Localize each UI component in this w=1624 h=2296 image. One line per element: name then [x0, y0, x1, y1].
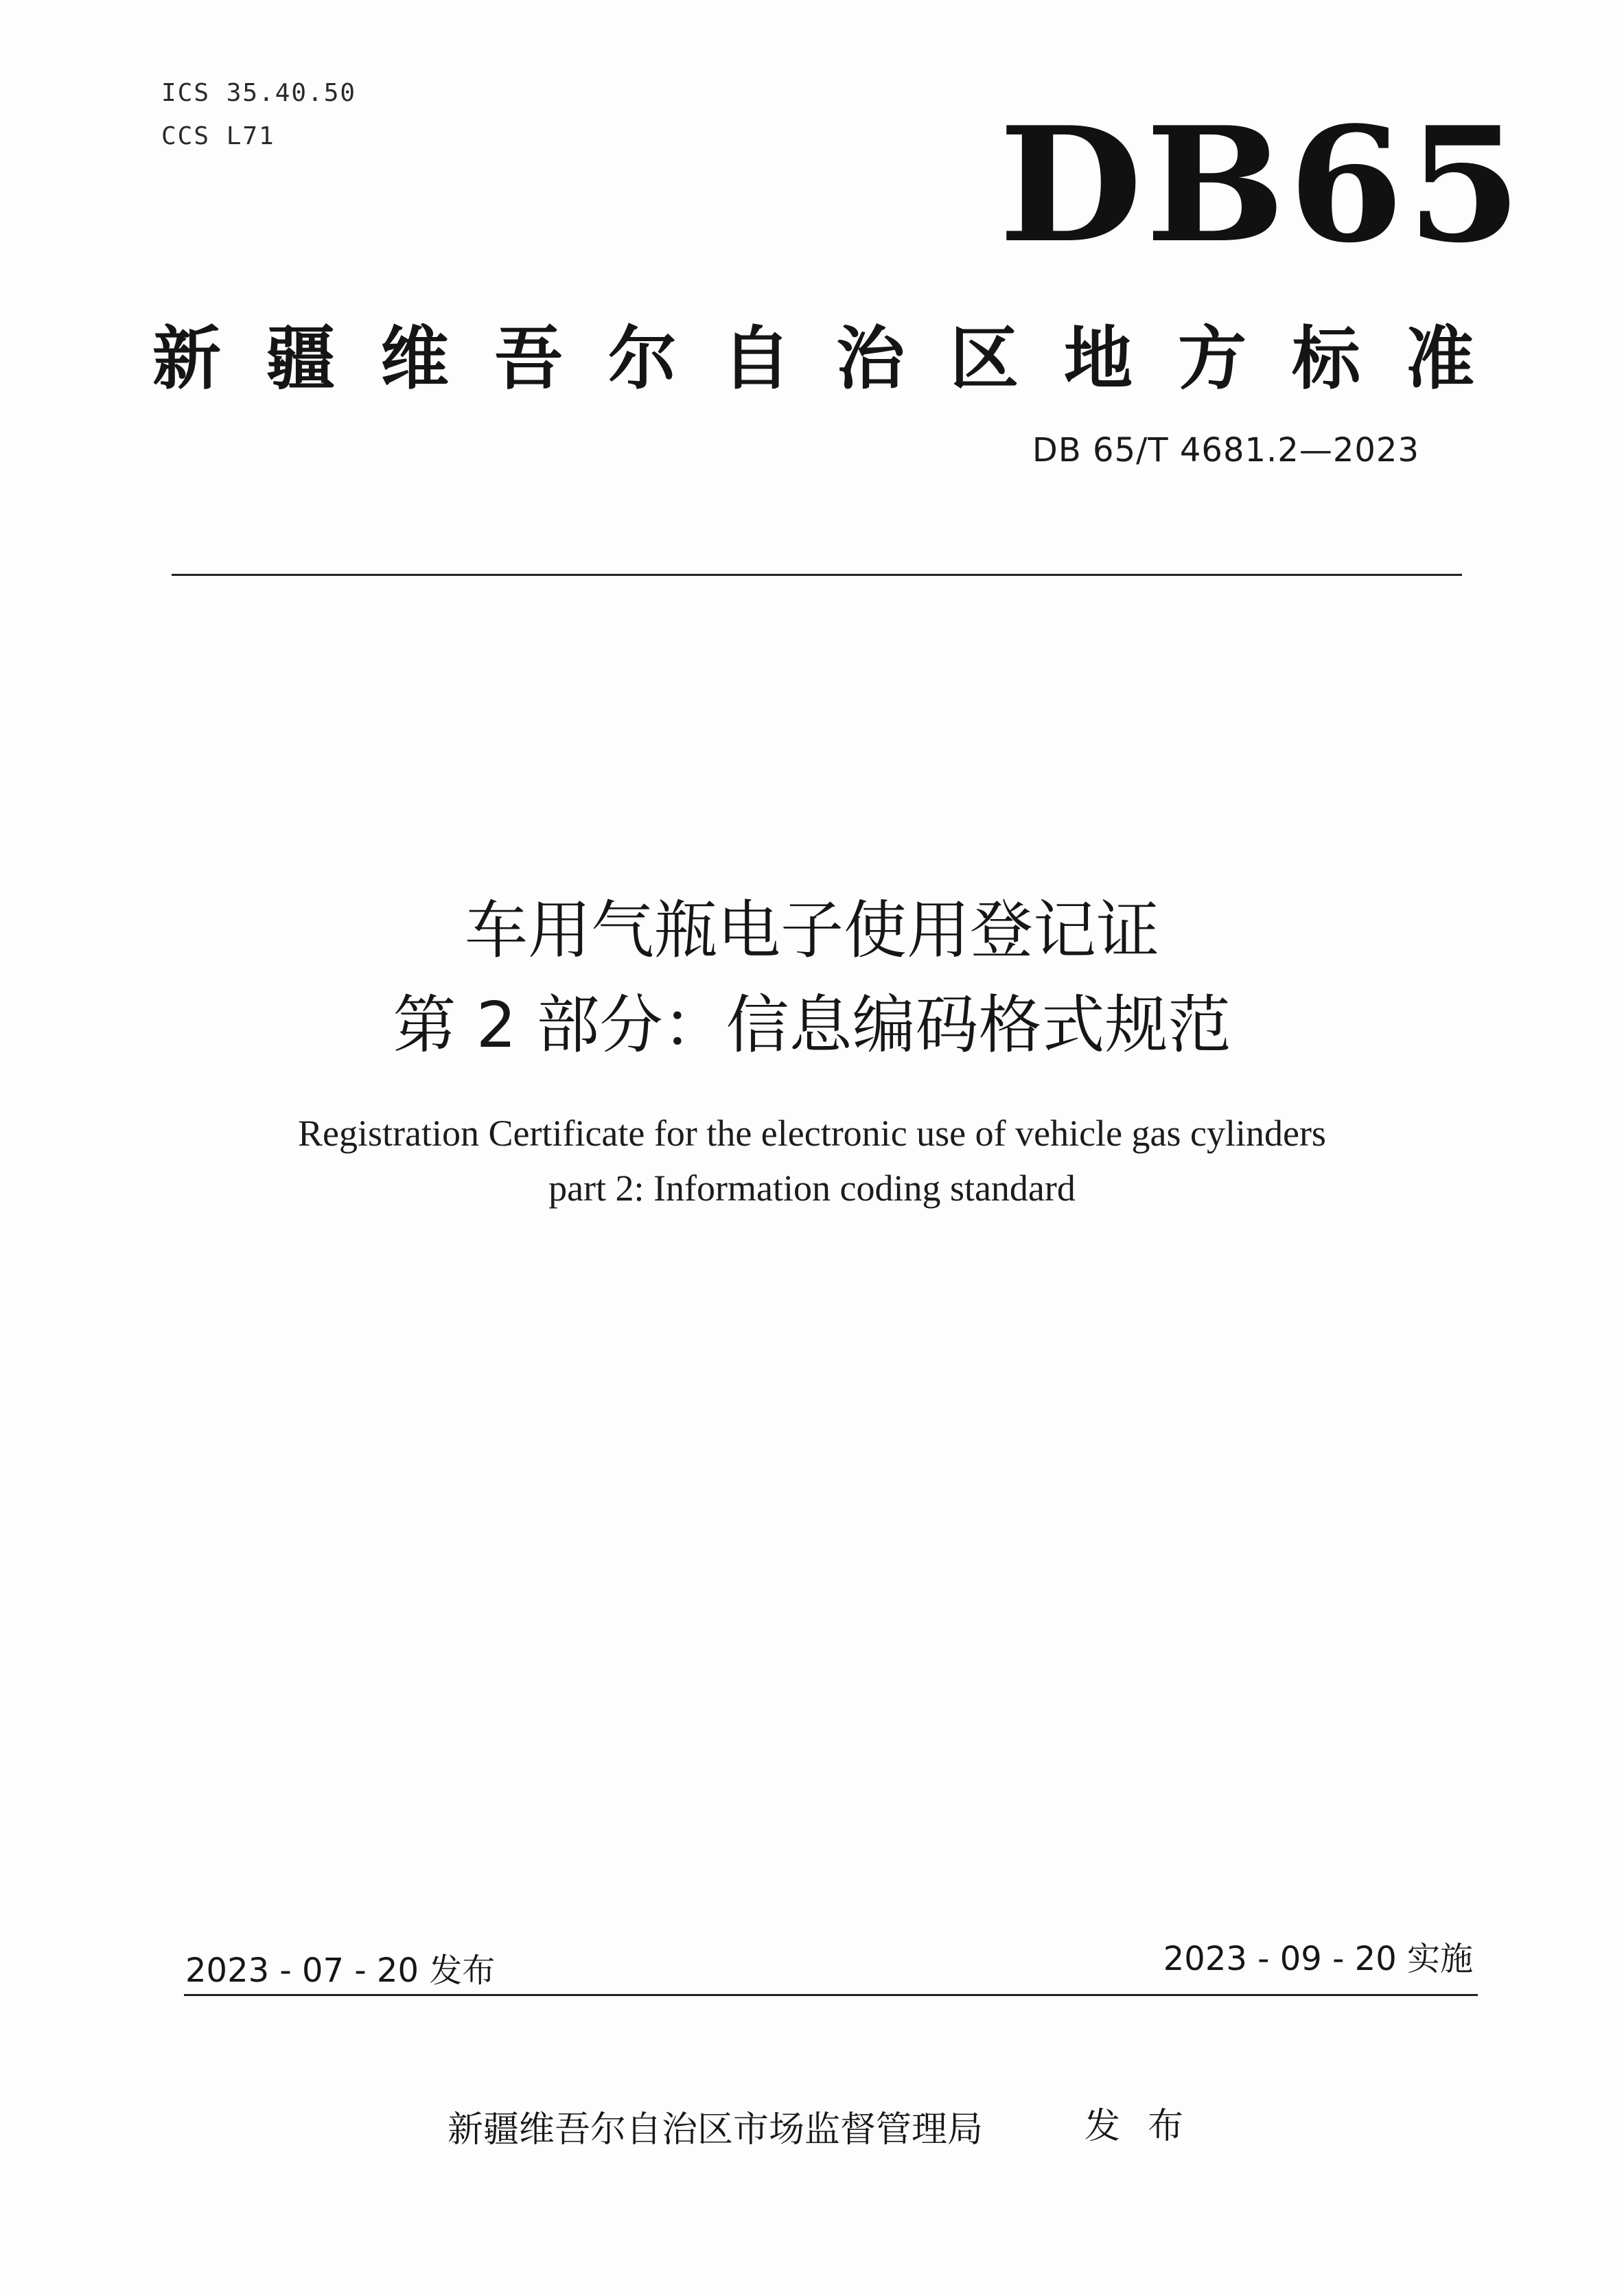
zh-title-line-1: 车用气瓶电子使用登记证: [464, 894, 1159, 967]
ccs-code: CCS L71: [161, 122, 275, 150]
en-title-line-1: Registration Certificate for the electronic use of vehicle gas cylinders: [298, 1113, 1326, 1154]
issuer-action: 发布: [1084, 2106, 1211, 2147]
top-divider: [172, 574, 1462, 576]
bottom-divider: [184, 1994, 1478, 1996]
zh-title-line-2: 第 2 部分：信息编码格式规范: [393, 988, 1231, 1062]
implementation-date: 2023 - 09 - 20 实施: [1163, 1940, 1473, 1978]
standard-category-title: 新疆维吾尔自治区地方标准: [152, 318, 1520, 399]
issuer-name: 新疆维吾尔自治区市场监督管理局: [448, 2109, 984, 2150]
en-title-line-2: part 2: Information coding standard: [548, 1168, 1076, 1209]
db-logo-mark: DB65: [999, 93, 1525, 278]
issue-date: 2023 - 07 - 20 发布: [185, 1951, 496, 1990]
ics-code: ICS 35.40.50: [161, 79, 357, 107]
standard-number: DB 65/T 4681.2—2023: [1032, 431, 1419, 469]
